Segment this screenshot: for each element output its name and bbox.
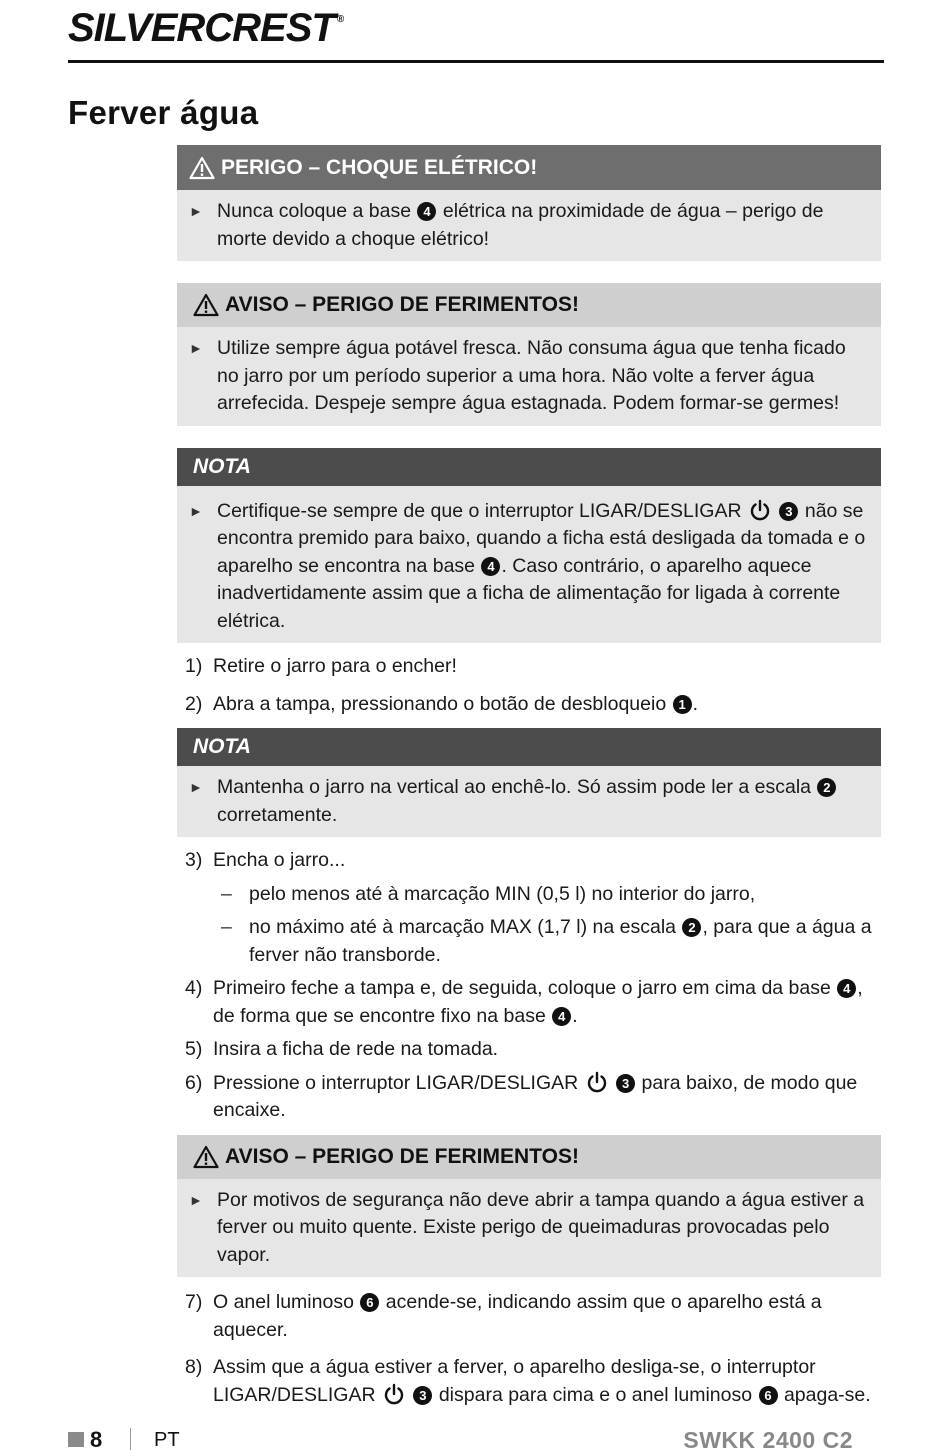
ref-number: 2	[682, 918, 701, 937]
note-heading: NOTA	[177, 728, 881, 766]
danger-bullet: ► Nunca coloque a base 4 elétrica na proximidade de água – perigo de morte devido a choque elétrico!	[189, 198, 871, 253]
power-icon	[749, 499, 771, 521]
ref-number: 3	[616, 1074, 635, 1093]
step-7: 7) O anel luminoso 6 acende-se, indicando assim que o aparelho está a aquecer.	[185, 1291, 822, 1341]
warning-heading: AVISO – PERIGO DE FERIMENTOS!	[177, 1135, 881, 1179]
step-8: 8) Assim que a água estiver a ferver, o aparelho desliga-se, o interruptor LIGAR/DESLIGAR 3 dispara para cima e o anel luminoso 6 apaga-se.	[185, 1356, 871, 1406]
step-3-sub-2: – no máximo até à marcação MAX (1,7 l) na escala 2 , para que a água a ferver não transborde.	[221, 916, 872, 966]
model-number: SWKK 2400 C2	[683, 1427, 853, 1453]
warning-box	[177, 1135, 881, 1278]
warning-triangle-icon	[189, 156, 215, 180]
note-bullet: ► Mantenha o jarro na vertical ao enchê-lo. Só assim pode ler a escala 2 corretamente.	[189, 774, 871, 829]
ref-number: 4	[552, 1007, 571, 1026]
warning-heading: AVISO – PERIGO DE FERIMENTOS!	[177, 283, 881, 327]
ref-number: 3	[413, 1386, 432, 1405]
warning-bullet: ► Utilize sempre água potável fresca. Não consuma água que tenha ficado no jarro por um período superior a uma hora. Não volte a ferver água arrefecida. Despeje sempre água estagnada. Podem formar-se germes!	[189, 335, 871, 418]
ref-number: 4	[837, 979, 856, 998]
danger-box	[177, 145, 881, 261]
step-3-sub-1: – pelo menos até à marcação MIN (0,5 l) no interior do jarro,	[221, 882, 756, 905]
footer-separator	[130, 1428, 131, 1450]
warning-triangle-icon	[193, 293, 219, 317]
step-5: 5) Insira a ficha de rede na tomada.	[185, 1038, 499, 1060]
page-number: 8	[90, 1427, 103, 1452]
triangle-bullet-icon: ►	[189, 502, 203, 519]
ref-number: 4	[481, 557, 500, 576]
ref-number: 3	[779, 502, 798, 521]
step-2: 2) Abra a tampa, pressionando o botão de desbloqueio 1 .	[185, 692, 699, 715]
brand-logo: SILVERCREST ®	[68, 6, 344, 50]
note-box	[177, 448, 881, 644]
footer-square	[68, 1432, 84, 1447]
triangle-bullet-icon: ►	[189, 1191, 203, 1208]
warning-box	[177, 283, 881, 426]
warning-triangle-icon	[193, 1145, 219, 1169]
ref-number: 6	[759, 1386, 778, 1405]
note-box	[177, 728, 881, 837]
danger-heading: PERIGO – CHOQUE ELÉTRICO!	[177, 145, 881, 190]
step-1: 1) Retire o jarro para o encher!	[185, 655, 457, 677]
step-6: 6) Pressione o interruptor LIGAR/DESLIGAR 3 para baixo, de modo que encaixe.	[185, 1071, 858, 1121]
note-bullet: ► Certifique-se sempre de que o interruptor LIGAR/DESLIGAR 3 não se encontra premido para baixo, quando a ficha está desligada da tomada e o aparelho se encontra na base 4 . Caso contrário, o aparelho aquece inadvertidamente assim que a ficha de alimentação for ligada à corrente elétrica.	[189, 498, 871, 636]
warning-bullet: ► Por motivos de segurança não deve abrir a tampa quando a água estiver a ferver ou muito quente. Existe perigo de queimaduras provocadas pelo vapor.	[189, 1187, 871, 1270]
triangle-bullet-icon: ►	[189, 203, 203, 219]
note-heading: NOTA	[177, 448, 881, 486]
ref-number: 6	[360, 1293, 379, 1312]
ref-number: 4	[417, 202, 436, 221]
content	[177, 145, 881, 1409]
language-code: PT	[154, 1429, 180, 1451]
ref-number: 1	[673, 695, 692, 714]
triangle-bullet-icon: ►	[189, 779, 203, 795]
step-4: 4) Primeiro feche a tampa e, de seguida, coloque o jarro em cima da base 4 , de forma que se encontre fixo na base 4 .	[185, 977, 863, 1027]
step-3: 3) Encha o jarro...	[185, 849, 346, 871]
page-title: Ferver água	[68, 94, 259, 131]
ref-number: 2	[817, 778, 836, 797]
header-rule	[68, 60, 884, 63]
power-icon	[383, 1383, 405, 1405]
triangle-bullet-icon: ►	[189, 340, 203, 356]
power-icon	[586, 1071, 608, 1093]
